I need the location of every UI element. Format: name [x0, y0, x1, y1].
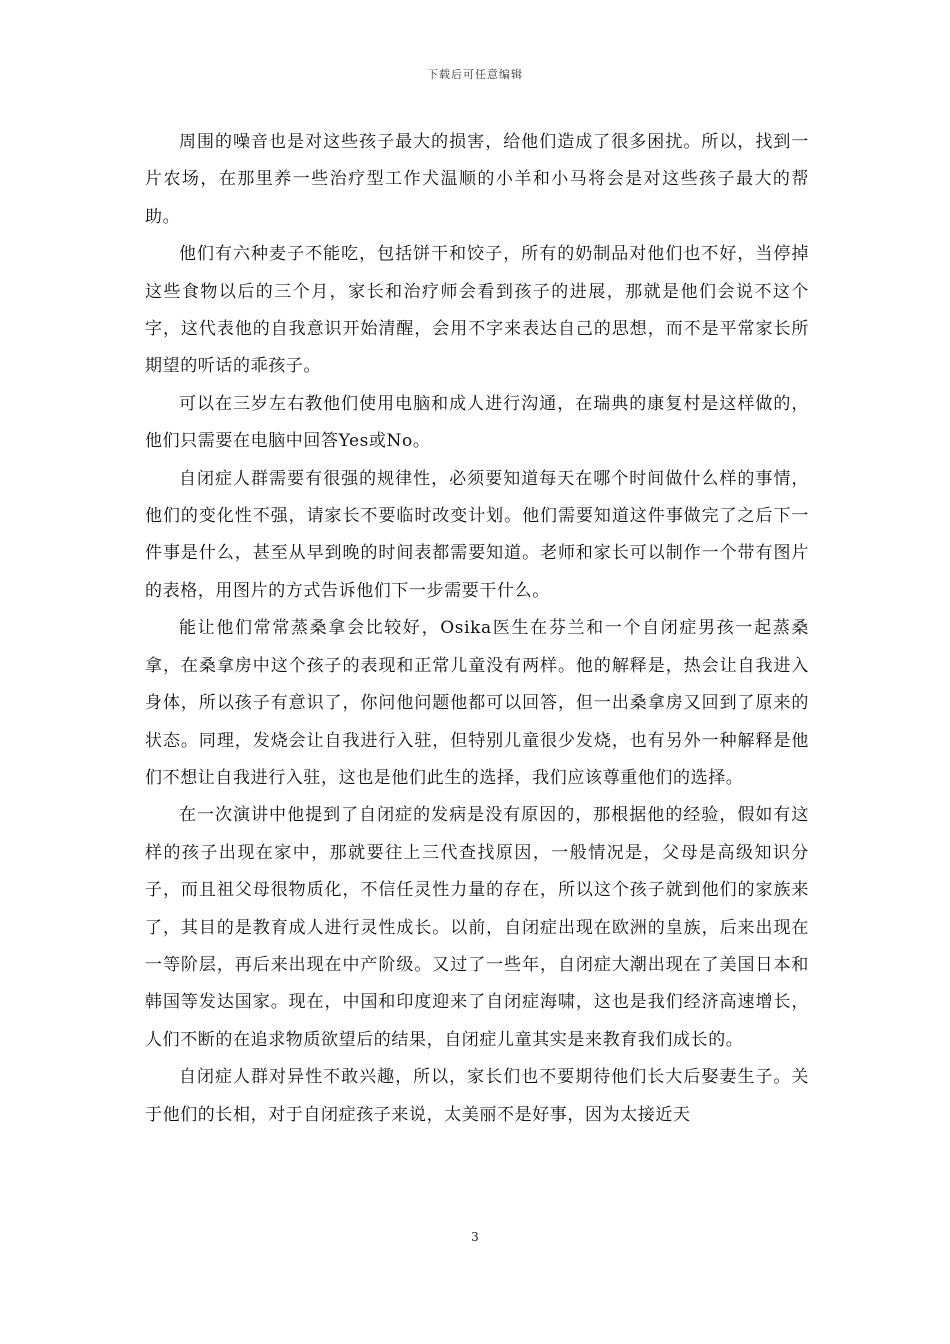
paragraph-5: 能让他们常常蒸桑拿会比较好，Osika医生在芬兰和一个自闭症男孩一起蒸桑拿，在桑拿房中这个孩子的表现和正常儿童没有两样。他的解释是，热会让自我进入身体，所以孩子有意识了，你问他问题他都可以回答，但一出桑拿房又回到了原来的状态。同理，发烧会让自我进行入驻，但特别儿童很少发烧，也有另外一种解释是他们不想让自我进行入驻，这也是他们此生的选择，我们应该尊重他们的选择。 [145, 618, 809, 788]
page-header: 下载后可任意编辑 [427, 68, 523, 81]
paragraph-2: 他们有六种麦子不能吃，包括饼干和饺子，所有的奶制品对他们也不好，当停掉这些食物以后的三个月，家长和治疗师会看到孩子的进展，那就是他们会说不这个字，这代表他的自我意识开始清醒，会用不字来表达自己的思想，而不是平常家长所期望的听话的乖孩子。 [145, 244, 809, 377]
paragraph-6: 在一次演讲中他提到了自闭症的发病是没有原因的，那根据他的经验，假如有这样的孩子出现在家中，那就要往上三代查找原因，一般情况是，父母是高级知识分子，而且祖父母很物质化，不信任灵性力量的存在，所以这个孩子就到他们的家族来了，其目的是教育成人进行灵性成长。以前，自闭症出现在欧洲的皇族，后来出现在一等阶层，再后来出现在中产阶级。又过了一些年，自闭症大潮出现在了美国日本和韩国等发达国家。现在，中国和印度迎来了自闭症海啸，这也是我们经济高速增长，人们不断的在追求物质欲望后的结果，自闭症儿童其实是来教育我们成长的。 [145, 805, 809, 1050]
document-body [145, 124, 809, 1134]
page-number: 3 [471, 1230, 479, 1244]
paragraph-7: 自闭症人群对异性不敢兴趣，所以，家长们也不要期待他们长大后娶妻生子。关于他们的长相，对于自闭症孩子来说，太美丽不是好事，因为太接近天 [145, 1067, 809, 1125]
paragraph-3: 可以在三岁左右教他们使用电脑和成人进行沟通，在瑞典的康复村是这样做的，他们只需要在电脑中回答Yes或No。 [145, 393, 809, 452]
paragraph-4: 自闭症人群需要有很强的规律性，必须要知道每天在哪个时间做什么样的事情，他们的变化性不强，请家长不要临时改变计划。他们需要知道这件事做完了之后下一件事是什么，甚至从早到晚的时间表都需要知道。老师和家长可以制作一个带有图片的表格，用图片的方式告诉他们下一步需要干什么。 [145, 468, 809, 601]
paragraph-1: 周围的噪音也是对这些孩子最大的损害，给他们造成了很多困扰。所以，找到一片农场，在那里养一些治疗型工作犬温顺的小羊和小马将会是对这些孩子最大的帮助。 [145, 132, 809, 227]
